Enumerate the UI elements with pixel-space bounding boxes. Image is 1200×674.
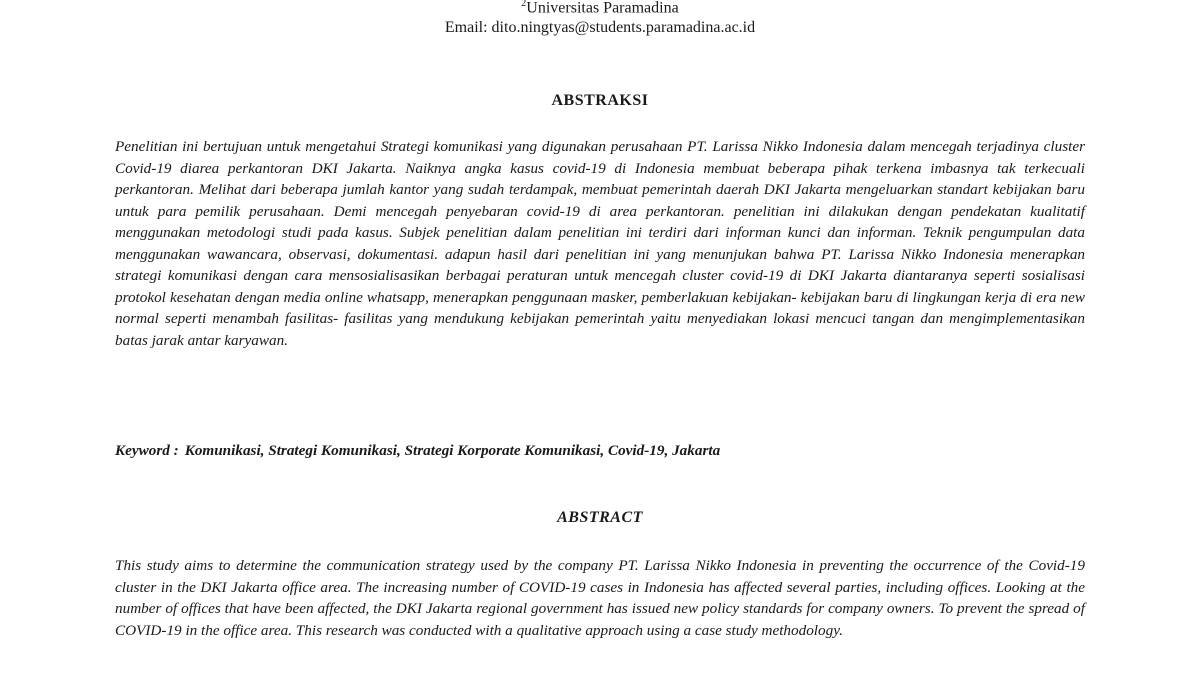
abstract-body: This study aims to determine the communication strategy used by the company PT. Larissa Nikko Indonesia in preventing the occurrence of the Covid-19 cluster in the DKI Jakarta office area. The increasing number of COVID-19 cases in Indonesia has affected several parties, including offices. Looking at the number of offices that have been affected, the DKI Jakarta regional government has issued new policy standards for company owners. To prevent the spread of COVID-19 in the office area. This research was conducted with a qualitative approach using a case study methodology.	[115, 557, 1085, 639]
email-address[interactable]: dito.ningtyas@students.paramadina.ac.id	[491, 19, 756, 36]
abstraksi-heading: ABSTRAKSI	[551, 92, 649, 109]
email-label: Email:	[444, 19, 488, 36]
keywords-label: Keyword :	[115, 442, 179, 459]
keywords-value: Komunikasi, Strategi Komunikasi, Strategi Korporate Komunikasi, Covid-19, Jakarta	[184, 442, 721, 459]
author-email-line	[0, 18, 1200, 38]
affiliation-mark: 2	[521, 0, 527, 9]
affiliation-name: Universitas Paramadina	[526, 0, 679, 17]
abstract-heading: ABSTRACT	[557, 509, 643, 526]
keywords-line	[115, 441, 1085, 461]
author-affiliation	[0, 0, 1200, 18]
abstraksi-body: Penelitian ini bertujuan untuk mengetahui Strategi komunikasi yang digunakan perusahaan PT. Larissa Nikko Indonesia dalam mencegah terjadinya cluster Covid-19 diarea perkantoran DKI Jakarta. Naiknya angka kasus covid-19 di Indonesia membuat beberapa pihak terkena imbasnya tak terkecuali perkantoran. Melihat dari beberapa jumlah kantor yang sudah terdampak, membuat pemerintah daerah DKI Jakarta mengeluarkan standart kebijakan baru untuk para pemilik perusahaan. Demi mencegah penyebaran covid-19 di area perkantoran. penelitian ini dilakukan dengan pendekatan kualitatif menggunakan metodologi studi pada kasus. Subjek penelitian dalam penelitian ini terdiri dari informan kunci dan informan. Teknik pengumpulan data menggunakan wawancara, observasi, dokumentasi. adapun hasil dari penelitian ini yang menunjukan bahwa PT. Larissa Nikko Indonesia menerapkan strategi komunikasi dengan cara mensosialisasikan berbagai peraturan untuk mencegah cluster covid-19 di DKI Jakarta diantaranya seperti sosialisasi protokol kesehatan dengan media online whatsapp, menerapkan penggunaan masker, pemberlakuan kebijakan- kebijakan baru di lingkungan kerja di era new normal seperti menambah fasilitas- fasilitas yang mendukung kebijakan pemerintah yaitu menyediakan lokasi mencuci tangan dan mengimplementasikan batas jarak antar karyawan.	[115, 138, 1085, 349]
